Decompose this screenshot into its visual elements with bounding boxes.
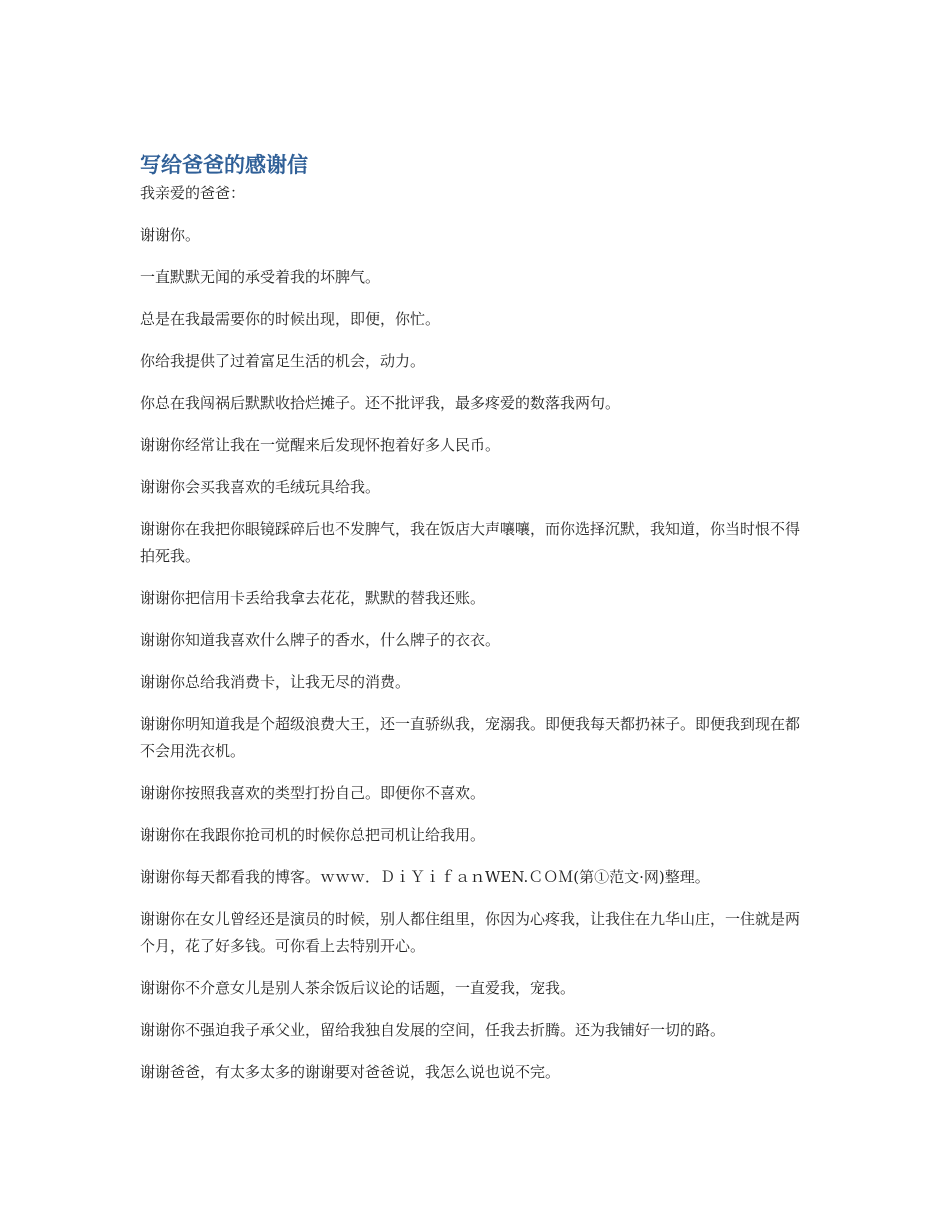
paragraph: 谢谢你每天都看我的博客。ｗｗｗ．ＤｉＹｉｆａｎWEN.ＣＯＭ(第①范文·网)整理。 bbox=[140, 868, 710, 886]
paragraph: 你给我提供了过着富足生活的机会，动力。 bbox=[140, 352, 426, 370]
paragraph: 谢谢你按照我喜欢的类型打扮自己。即便你不喜欢。 bbox=[140, 784, 486, 802]
paragraph: 谢谢你把信用卡丢给我拿去花花，默默的替我还账。 bbox=[140, 589, 486, 607]
paragraph: 谢谢你在我跟你抢司机的时候你总把司机让给我用。 bbox=[140, 826, 486, 844]
document-page bbox=[140, 150, 812, 1101]
paragraph: 谢谢爸爸，有太多太多的谢谢要对爸爸说，我怎么说也说不完。 bbox=[140, 1063, 561, 1081]
paragraph: 谢谢你知道我喜欢什么牌子的香水，什么牌子的衣衣。 bbox=[140, 631, 501, 649]
paragraph: 一直默默无闻的承受着我的坏脾气。 bbox=[140, 268, 381, 286]
paragraph: 谢谢你。 bbox=[140, 226, 201, 244]
paragraph: 你总在我闯祸后默默收拾烂摊子。还不批评我，最多疼爱的数落我两句。 bbox=[140, 394, 621, 412]
paragraph: 谢谢你会买我喜欢的毛绒玩具给我。 bbox=[140, 478, 381, 496]
salutation: 我亲爱的爸爸： bbox=[140, 184, 246, 202]
paragraph: 总是在我最需要你的时候出现，即便，你忙。 bbox=[140, 310, 441, 328]
paragraph: 谢谢你在我把你眼镜踩碎后也不发脾气，我在饭店大声嚷嚷，而你选择沉默，我知道，你当时恨不得拍死我。 bbox=[140, 520, 801, 565]
paragraph: 谢谢你总给我消费卡，让我无尽的消费。 bbox=[140, 673, 411, 691]
paragraph: 谢谢你明知道我是个超级浪费大王，还一直骄纵我，宠溺我。即便我每天都扔袜子。即便我到现在都不会用洗衣机。 bbox=[140, 715, 801, 760]
paragraph: 谢谢你不介意女儿是别人茶余饭后议论的话题，一直爱我，宠我。 bbox=[140, 979, 576, 997]
paragraph: 谢谢你不强迫我子承父业，留给我独自发展的空间，任我去折腾。还为我铺好一切的路。 bbox=[140, 1021, 726, 1039]
paragraph: 谢谢你经常让我在一觉醒来后发现怀抱着好多人民币。 bbox=[140, 436, 501, 454]
paragraph: 谢谢你在女儿曾经还是演员的时候，别人都住组里，你因为心疼我，让我住在九华山庄，一住就是两个月，花了好多钱。可你看上去特别开心。 bbox=[140, 910, 801, 955]
document-title: 写给爸爸的感谢信 bbox=[140, 153, 308, 177]
